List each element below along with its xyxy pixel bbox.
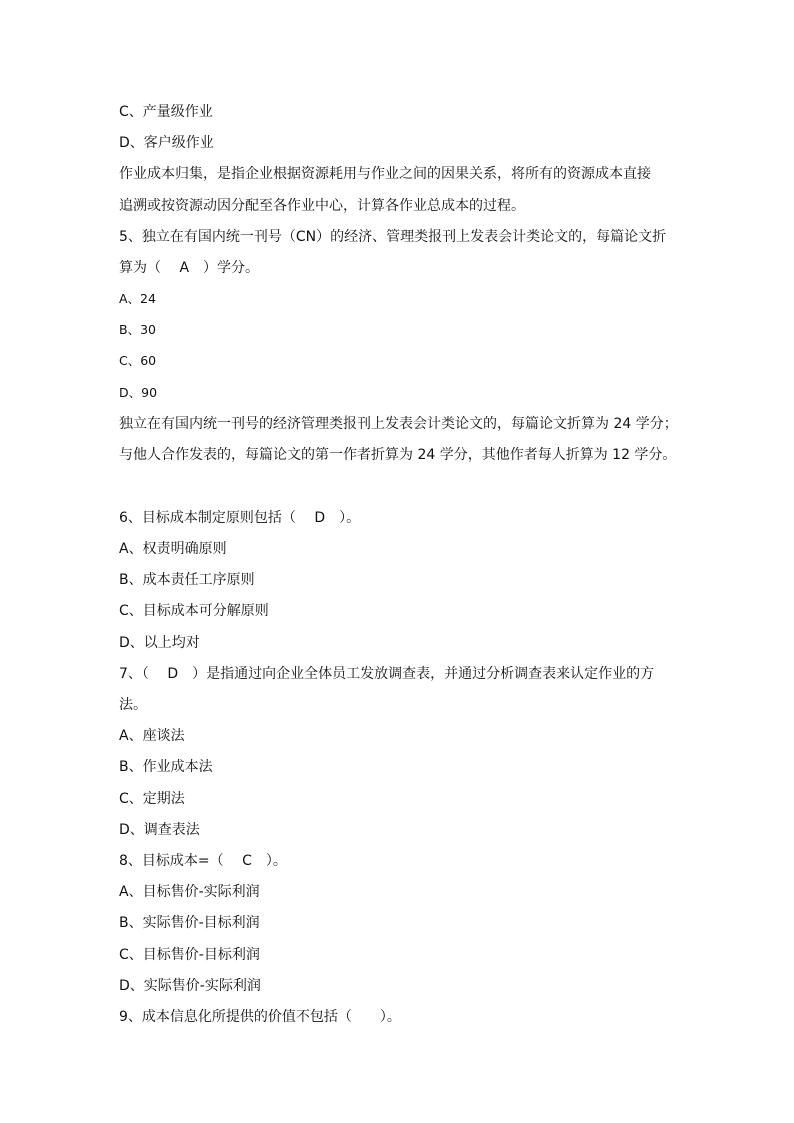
- question-line: 5、独立在有国内统一刊号（CN）的经济、管理类报刊上发表会计类论文的，每篇论文折: [119, 229, 667, 245]
- option-a-line: A、24: [119, 291, 156, 306]
- option-a-line: A、权责明确原则: [119, 541, 227, 557]
- question-line: 算为（ A ）学分。: [119, 260, 260, 276]
- option-d-line: D、90: [119, 385, 158, 400]
- question-line: 法。: [119, 697, 147, 713]
- option-d-line: D、客户级作业: [119, 135, 214, 151]
- option-a-line: A、座谈法: [119, 728, 185, 744]
- option-c-line: C、定期法: [119, 791, 185, 807]
- question-line: 7、（ D ）是指通过向企业全体员工发放调查表，并通过分析调查表来认定作业的方: [119, 666, 655, 682]
- option-d-line: D、实际售价-实际利润: [119, 978, 261, 994]
- option-b-line: B、实际售价-目标利润: [119, 915, 260, 931]
- option-c-line: C、60: [119, 353, 157, 368]
- question-line: 6、目标成本制定原则包括（ D ）。: [119, 510, 361, 526]
- option-c-line: C、目标售价-目标利润: [119, 947, 260, 963]
- option-b-line: B、作业成本法: [119, 759, 213, 775]
- explanation-line: 独立在有国内统一刊号的经济管理类报刊上发表会计类论文的，每篇论文折算为 24 学分；: [119, 416, 678, 432]
- explanation-line: 作业成本归集，是指企业根据资源耗用与作业之间的因果关系，将所有的资源成本直接: [119, 166, 651, 182]
- option-d-line: D、以上均对: [119, 635, 200, 651]
- option-b-line: B、30: [119, 322, 156, 337]
- explanation-line: 追溯或按资源动因分配至各作业中心，计算各作业总成本的过程。: [119, 198, 525, 214]
- option-d-line: D、调查表法: [119, 822, 200, 838]
- question-line: 8、目标成本=（ C ）。: [119, 853, 287, 869]
- option-b-line: B、成本责任工序原则: [119, 572, 255, 588]
- option-c-line: C、产量级作业: [119, 104, 213, 120]
- explanation-line: 与他人合作发表的，每篇论文的第一作者折算为 24 学分，其他作者每人折算为 12 学分。: [119, 447, 677, 463]
- option-a-line: A、目标售价-实际利润: [119, 884, 260, 900]
- option-c-line: C、目标成本可分解原则: [119, 603, 269, 619]
- question-line: 9、成本信息化所提供的价值不包括（ ）。: [119, 1009, 401, 1025]
